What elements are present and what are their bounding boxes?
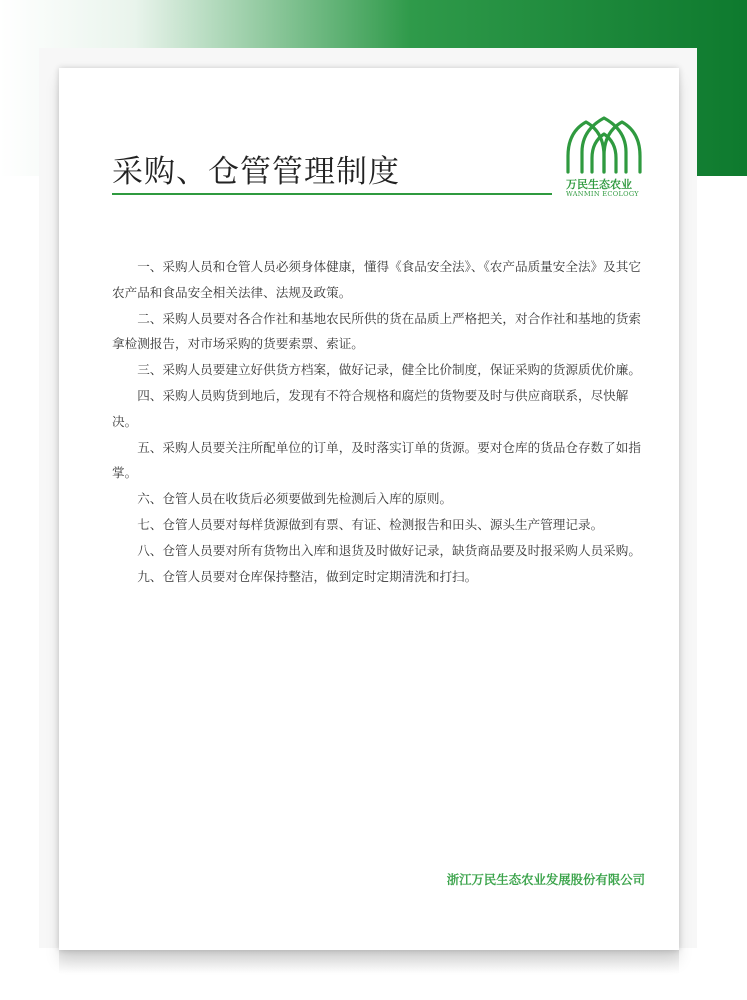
regulation-paragraph-4: 四、采购人员购货到地后，发现有不符合规格和腐烂的货物要及时与供应商联系，尽快解决。	[112, 387, 629, 429]
regulation-paragraph-7: 七、仓管人员要对每样货源做到有票、有证、检测报告和田头、源头生产管理记录。	[137, 516, 604, 532]
regulation-paragraph-6: 六、仓管人员在收货后必须要做到先检测后入库的原则。	[137, 491, 453, 507]
regulation-paragraph-5: 五、采购人员要关注所配单位的订单，及时落实订单的货源。要对仓库的货品仓存数了如指掌。	[112, 439, 641, 481]
page-drop-shadow	[59, 950, 679, 974]
company-name-footer: 浙江万民生态农业发展股份有限公司	[446, 872, 645, 887]
regulation-paragraph-1: 一、采购人员和仓管人员必须身体健康，懂得《食品安全法》、《农产品质量安全法》及其它农产品和食品安全相关法律、法规及政策。	[112, 259, 641, 300]
regulation-body	[112, 254, 642, 589]
company-logo	[564, 116, 644, 198]
document-page	[59, 68, 679, 950]
logo-name-chinese: 万民生态农业	[566, 178, 632, 191]
regulation-paragraph-2: 二、采购人员要对各合作社和基地农民所供的货在品质上严格把关，对合作社和基地的货索拿检测报告，对市场采购的货要索票、索证。	[112, 310, 641, 352]
logo-name-english: WANMIN ECOLOGY	[566, 190, 639, 198]
leaf-arch-logo-icon	[564, 116, 644, 174]
regulation-paragraph-8: 八、仓管人员要对所有货物出入库和退货及时做好记录，缺货商品要及时报采购人员采购。	[137, 542, 641, 558]
regulation-paragraph-3: 三、采购人员要建立好供货方档案，做好记录，健全比价制度，保证采购的货源质优价廉。	[137, 362, 641, 378]
title-underline	[112, 193, 552, 195]
page-title: 采购、仓管管理制度	[112, 154, 400, 190]
regulation-paragraph-9: 九、仓管人员要对仓库保持整洁，做到定时定期清洗和打扫。	[137, 568, 478, 584]
